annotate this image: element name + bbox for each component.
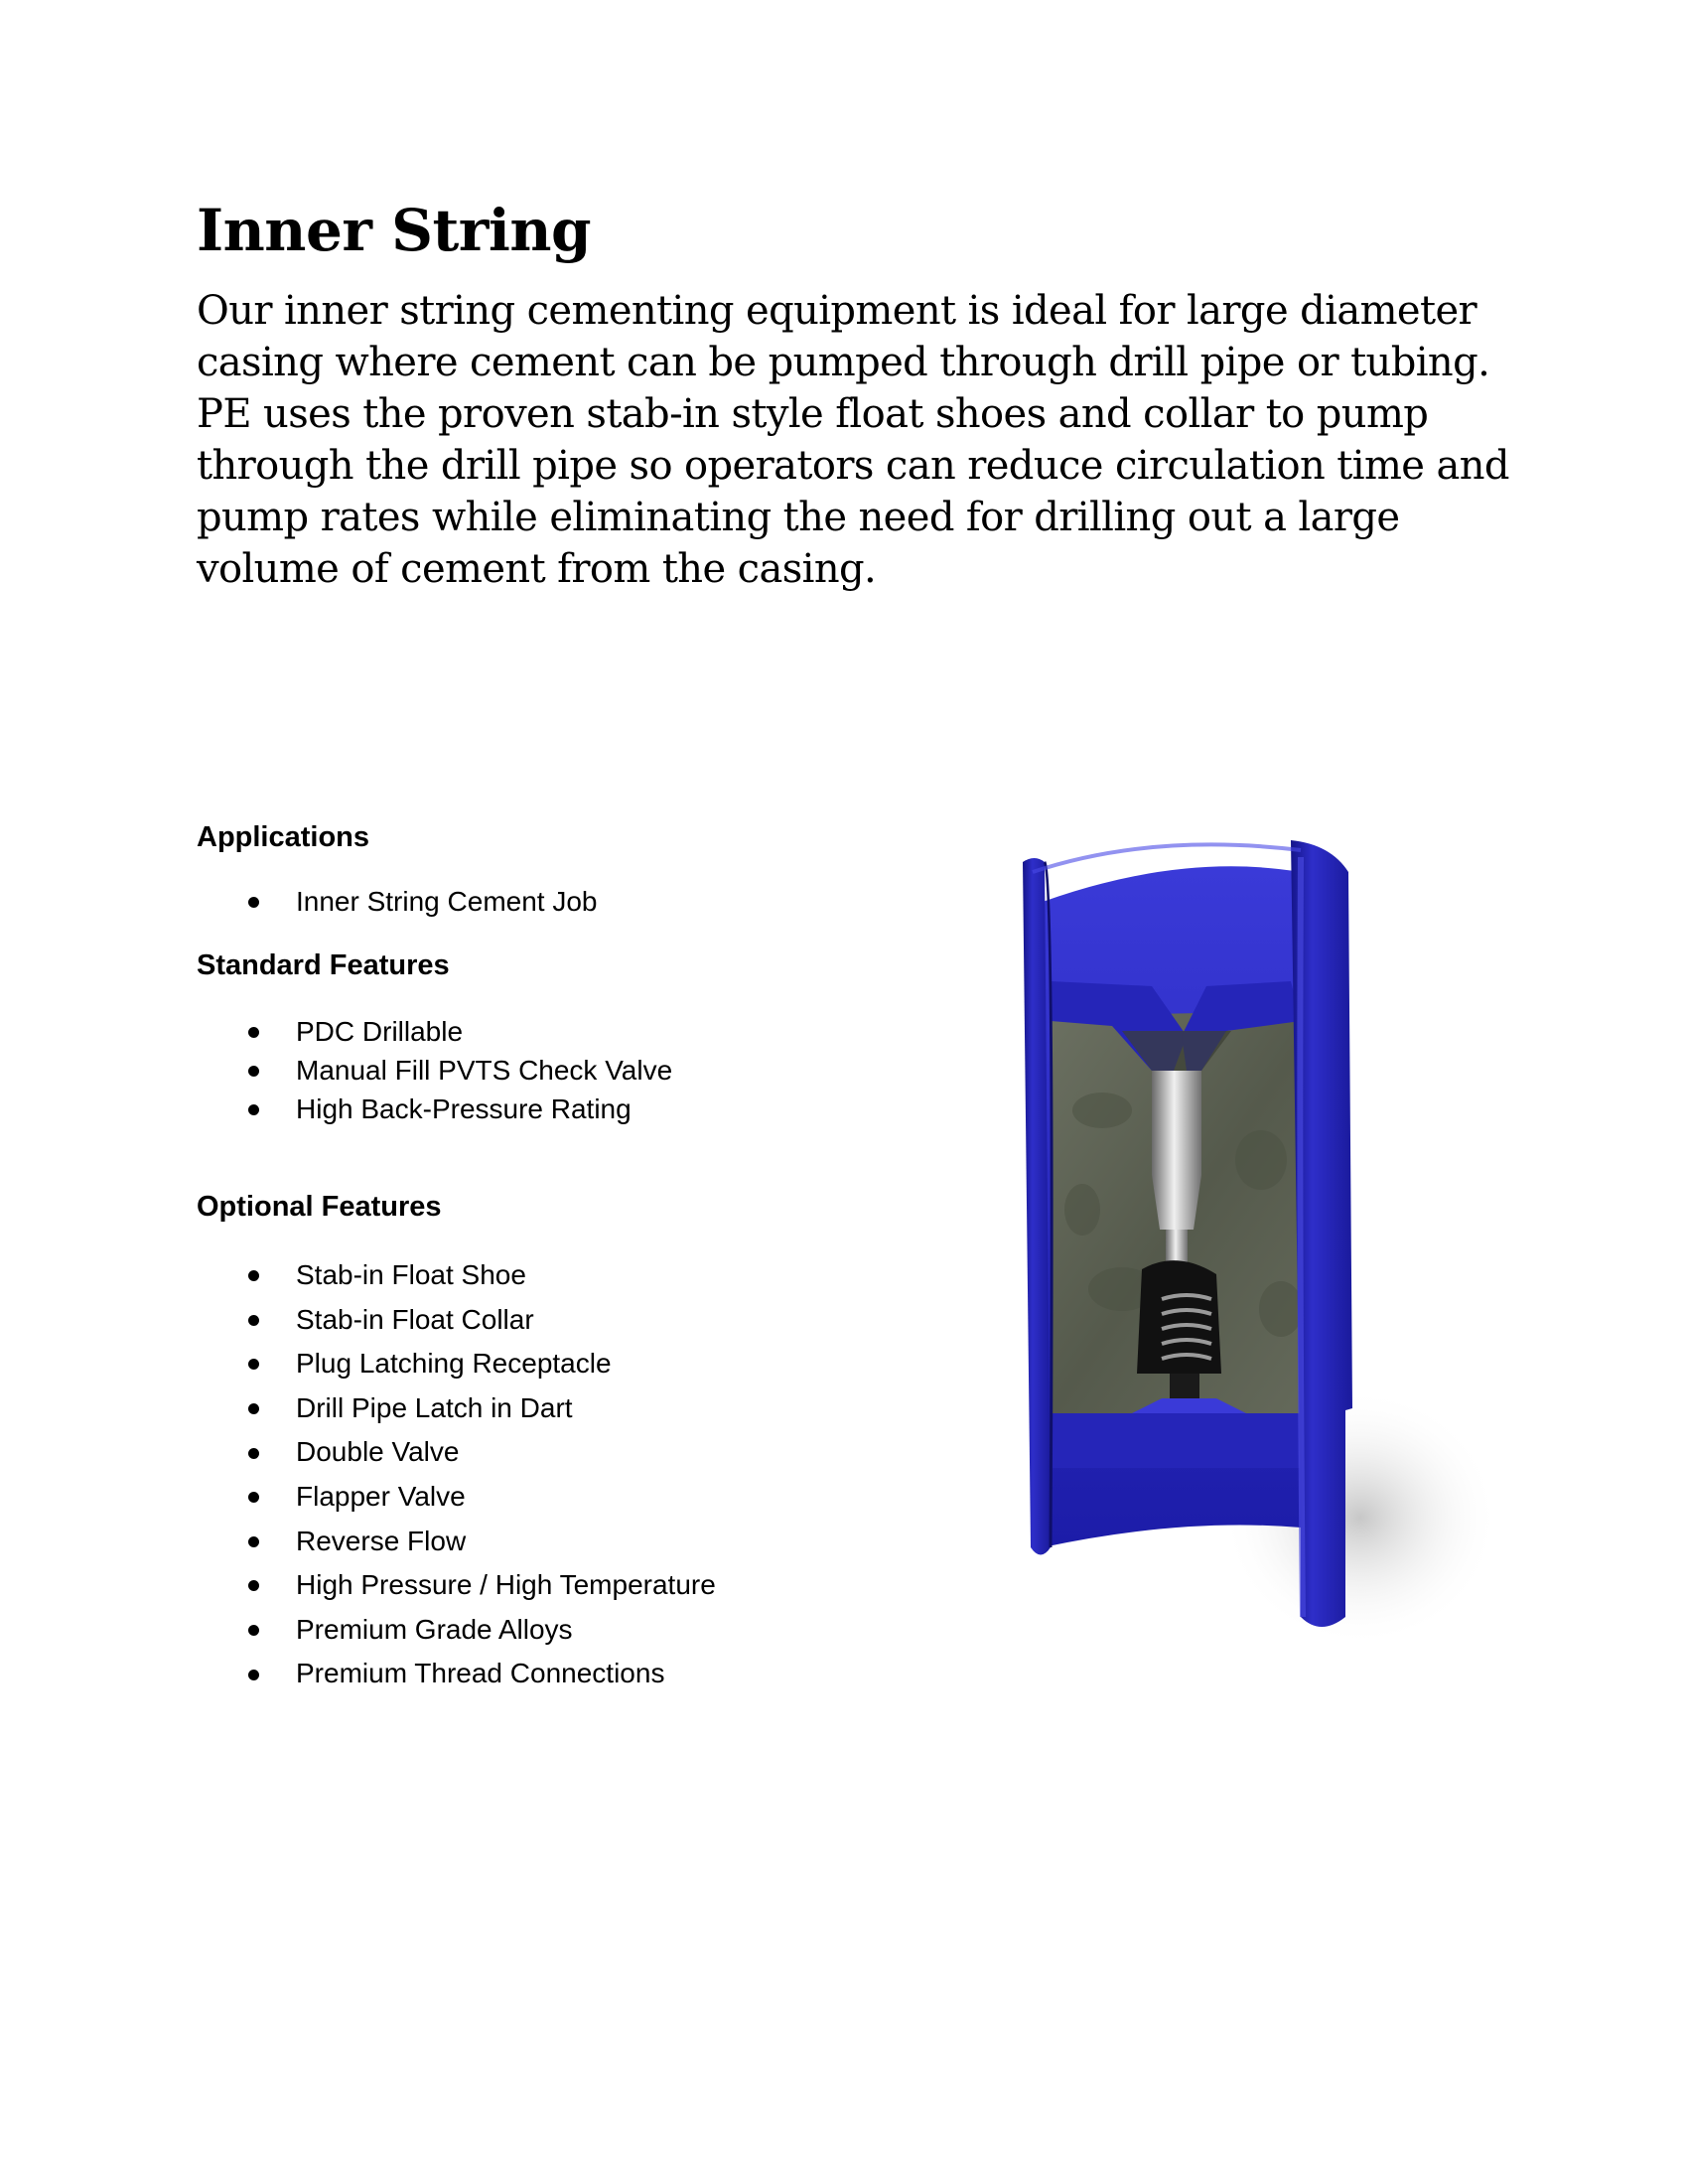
list-item: Inner String Cement Job (197, 882, 598, 922)
intro-paragraph: Our inner string cementing equipment is ideal for large diameter casing where cement can be pumped through drill pipe or tubing. PE uses the proven stab-in style float shoes and collar to pump through the drill pipe so operators can reduce circulation time and pump rates while eliminating the need for drilling out a large volume of cement from the casing. (197, 288, 1509, 592)
list-item: Premium Thread Connections (197, 1652, 716, 1696)
list-item: Double Valve (197, 1430, 716, 1475)
applications-heading: Applications (197, 821, 370, 853)
list-item: Premium Grade Alloys (197, 1608, 716, 1653)
float-shoe-cutaway-image (1003, 832, 1489, 1647)
page-title: Inner String (197, 197, 592, 264)
standard-features-list (197, 1012, 672, 1128)
applications-list (197, 882, 598, 922)
optional-features-heading: Optional Features (197, 1191, 442, 1223)
list-item: High Back-Pressure Rating (197, 1090, 672, 1128)
list-item: Stab-in Float Shoe (197, 1253, 716, 1298)
list-item: Drill Pipe Latch in Dart (197, 1386, 716, 1431)
list-item: Flapper Valve (197, 1475, 716, 1520)
list-item: Reverse Flow (197, 1520, 716, 1564)
valve-stem (1152, 1071, 1201, 1175)
list-item: Stab-in Float Collar (197, 1298, 716, 1343)
list-item: Manual Fill PVTS Check Valve (197, 1051, 672, 1090)
list-item: Plug Latching Receptacle (197, 1342, 716, 1386)
optional-features-list (197, 1253, 716, 1696)
standard-features-heading: Standard Features (197, 949, 450, 981)
list-item: High Pressure / High Temperature (197, 1563, 716, 1608)
list-item: PDC Drillable (197, 1012, 672, 1051)
